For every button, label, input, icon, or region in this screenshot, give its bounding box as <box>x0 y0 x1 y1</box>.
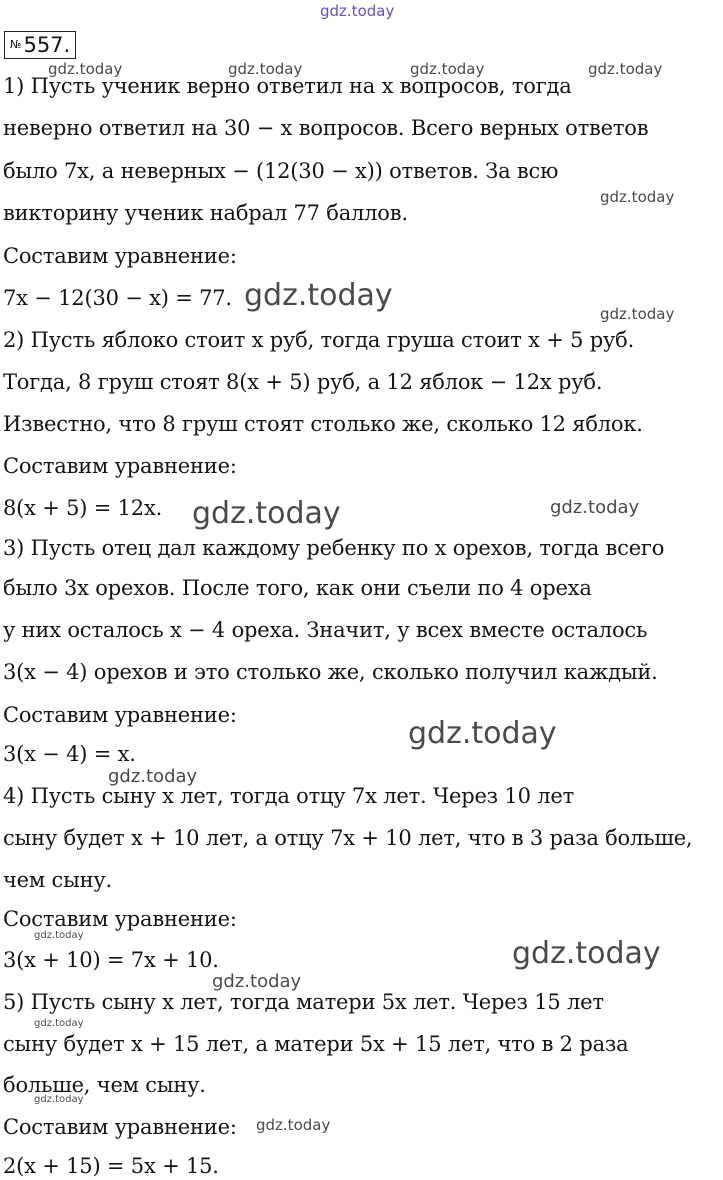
text-line: сыну будет x + 10 лет, а отцу 7x + 10 лет, что в 3 раза больше, <box>3 826 693 850</box>
equation-line: 3(x + 10) = 7x + 10. <box>3 948 219 972</box>
text-line: было 7x, а неверных − (12(30 − x)) ответов. За всю <box>3 159 559 183</box>
text-line: викторину ученик набрал 77 баллов. <box>3 201 408 225</box>
text-line: Составим уравнение: <box>3 454 237 478</box>
watermark: gdz.today <box>550 497 640 518</box>
text-line: больше, чем сыну. <box>3 1073 206 1097</box>
equation-line: 2(x + 15) = 5x + 15. <box>3 1154 219 1178</box>
watermark: gdz.today <box>256 1116 331 1134</box>
text-line: Тогда, 8 груш стоят 8(x + 5) руб, а 12 яблок − 12x руб. <box>3 370 603 394</box>
text-line: Известно, что 8 груш стоят столько же, сколько 12 яблок. <box>3 412 643 436</box>
number-sign: № <box>10 38 22 51</box>
watermark: gdz.today <box>512 936 661 971</box>
watermark-top: gdz.today <box>320 2 395 20</box>
watermark: gdz.today <box>408 716 557 751</box>
text-line: Составим уравнение: <box>3 907 237 931</box>
watermark: gdz.today <box>212 971 302 992</box>
text-line: Составим уравнение: <box>3 703 237 727</box>
watermark: gdz.today <box>588 60 663 78</box>
watermark: gdz.today <box>48 60 123 78</box>
text-line: Составим уравнение: <box>3 1115 237 1139</box>
watermark: gdz.today <box>34 930 84 941</box>
text-line: неверно ответил на 30 − x вопросов. Всего верных ответов <box>3 116 649 140</box>
text-line: 1) Пусть ученик верно ответил на x вопросов, тогда <box>3 74 572 98</box>
watermark: gdz.today <box>600 188 675 206</box>
text-line: чем сыну. <box>3 868 113 892</box>
text-line: было 3x орехов. После того, как они съели по 4 ореха <box>3 576 592 600</box>
watermark: gdz.today <box>192 496 341 531</box>
text-line: у них осталось x − 4 ореха. Значит, у всех вместе осталось <box>3 618 648 642</box>
watermark: gdz.today <box>34 1094 84 1105</box>
watermark: gdz.today <box>108 766 198 787</box>
equation-line: 7x − 12(30 − x) = 77. <box>3 286 232 310</box>
watermark: gdz.today <box>34 1018 84 1029</box>
watermark: gdz.today <box>600 305 675 323</box>
watermark: gdz.today <box>228 60 303 78</box>
text-line: 3(x − 4) орехов и это столько же, сколько получил каждый. <box>3 660 658 684</box>
watermark: gdz.today <box>244 278 393 313</box>
text-line: 2) Пусть яблоко стоит x руб, тогда груша стоит x + 5 руб. <box>3 328 635 352</box>
text-line: 4) Пусть сыну x лет, тогда отцу 7x лет. Через 10 лет <box>3 784 574 808</box>
problem-number: 557. <box>23 33 71 57</box>
equation-line: 8(x + 5) = 12x. <box>3 496 163 520</box>
equation-line: 3(x − 4) = x. <box>3 742 136 766</box>
watermark: gdz.today <box>410 60 485 78</box>
text-line: Составим уравнение: <box>3 244 237 268</box>
text-line: 5) Пусть сыну x лет, тогда матери 5x лет. Через 15 лет <box>3 990 604 1014</box>
text-line: сыну будет x + 15 лет, а матери 5x + 15 лет, что в 2 раза <box>3 1032 629 1056</box>
text-line: 3) Пусть отец дал каждому ребенку по x орехов, тогда всего <box>3 536 665 560</box>
problem-number-box <box>4 31 76 59</box>
